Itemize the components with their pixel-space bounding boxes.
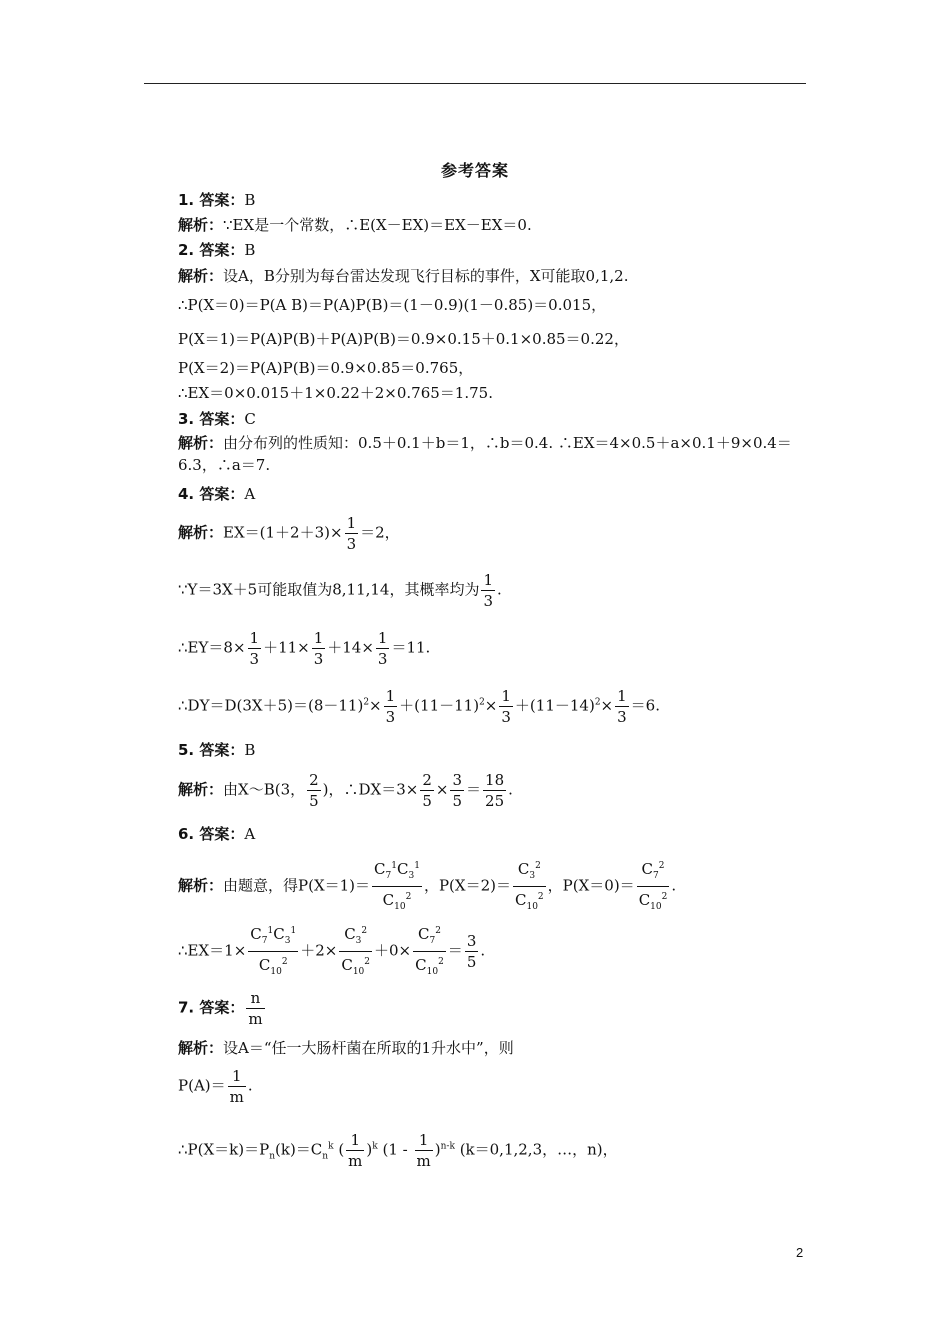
analysis-2-line-2: ∴P(X＝0)＝P(A B)＝P(A)P(B)＝(1－0.9)(1－0.85)＝0.015， [178, 296, 607, 314]
analysis-4-line-1: 解析：EX＝(1＋2＋3)× $\frac{1}{3}$ ＝2， [178, 514, 400, 553]
fraction: $\frac{1}{3}$ [346, 514, 357, 553]
analysis-2-line-5: ∴EX＝0×0.015＋1×0.22＋2×0.765＝1.75. [178, 384, 493, 402]
fraction: $\frac{C_7^1C_3^1}{C_{10}^2}$ [372, 856, 422, 917]
analysis-2-line-3: P(X＝1)＝P(A)P(B)＋P(A)P(B)＝0.9×0.15＋0.1×0.85＝0.22， [178, 330, 629, 348]
analysis-1: 解析：∵EX是一个常数，∴E(X－EX)＝EX－EX＝0. [178, 216, 532, 234]
fraction: $\frac{18}{25}$ [485, 771, 505, 810]
analysis-2-line-1: 解析：设A，B分别为每台雷达发现飞行目标的事件，X可能取0,1,2. [178, 267, 629, 285]
answer-1: 1. 答案：B [178, 191, 256, 209]
analysis-7-line-2: P(A)＝ $\frac{1}{m}$ . [178, 1067, 253, 1106]
analysis-6-line-1: 解析：由题意，得P(X＝1)＝ $\frac{C_7^1C_3^1}{C_{10}^2}$ ，P(X＝2)＝ $\frac{C_3^2}{C_{10}^2}$ ，P(X＝0)＝ $\frac{C_7^2}{C_{10}^2}$ . [178, 856, 676, 917]
fraction: $\frac{C_3^2}{C_{10}^2}$ [339, 921, 372, 982]
analysis-2-line-4: P(X＝2)＝P(A)P(B)＝0.9×0.85＝0.765， [178, 359, 474, 377]
fraction: $\frac{C_7^2}{C_{10}^2}$ [637, 856, 670, 917]
fraction: $\frac{3}{5}$ [466, 932, 477, 971]
analysis-7-line-1: 解析：设A＝“任一大肠杆菌在所取的1升水中”，则 [178, 1039, 514, 1057]
header-rule [144, 83, 806, 84]
fraction: $\frac{1}{m}$ [229, 1067, 244, 1106]
fraction: $\frac{C_7^2}{C_{10}^2}$ [413, 921, 446, 982]
analysis-4-line-3: ∴EY＝8× $\frac{1}{3}$ ＋11× $\frac{1}{3}$ ＋14× $\frac{1}{3}$ ＝11. [178, 629, 431, 668]
analysis-5: 解析：由X～B(3， $\frac{2}{5}$ )，∴DX＝3× $\frac{2}{5}$ × $\frac{3}{5}$ ＝ $\frac{18}{25}$ . [178, 771, 513, 810]
analysis-6-line-2: ∴EX＝1× $\frac{C_7^1C_3^1}{C_{10}^2}$ ＋2× $\frac{C_3^2}{C_{10}^2}$ ＋0× $\frac{C_7^2}{C_{10}^2}$ ＝ $\frac{3}{5}$ . [178, 921, 485, 982]
answer-3: 3. 答案：C [178, 410, 256, 428]
analysis-4-line-4: $\therefore DY=D(3X+5)=(8-11)^2\times$ $\frac{1}{3}$ $+(11-11)^2\times$ $\frac{1}{3}$ $+(11-14)^2\times$ $\frac{1}{3}$ ＝6. [178, 687, 660, 726]
fraction: $\frac{1}{3}$ [249, 629, 260, 668]
analysis-7-line-3: $\therefore P(X=k)=P_n(k)=C_n^k$ ( $\frac{1}{m}$ )$^k$ (1 - $\frac{1}{m}$ )$^{n-k}$ (k＝0,1,2,3，…，n)， [178, 1131, 618, 1170]
answer-4: 4. 答案：A [178, 485, 256, 503]
fraction: $\frac{3}{5}$ [452, 771, 463, 810]
fraction: $\frac{1}{3}$ [483, 571, 494, 610]
fraction: $\frac{1}{3}$ [617, 687, 627, 726]
fraction: $\frac{1}{3}$ [313, 629, 324, 668]
answer-5: 5. 答案：B [178, 741, 256, 759]
fraction: $\frac{1}{3}$ [385, 687, 396, 726]
fraction: $\frac{1}{m}$ [348, 1131, 363, 1170]
answer-6: 6. 答案：A [178, 825, 256, 843]
fraction: $\frac{1}{m}$ [416, 1131, 431, 1170]
fraction: $\frac{C_3^2}{C_{10}^2}$ [513, 856, 546, 917]
page-title: 参考答案 [440, 161, 509, 180]
fraction: $\frac{2}{5}$ [422, 771, 432, 810]
page-number: 2 [796, 1245, 804, 1260]
fraction: $\frac{1}{3}$ [501, 687, 511, 726]
answer-7: 7. 答案： $\frac{n}{m}$ [178, 989, 263, 1028]
fraction: $\frac{1}{3}$ [377, 629, 388, 668]
analysis-3: 解析：由分布列的性质知：0.5＋0.1＋b＝1，∴b＝0.4. ∴EX＝4×0.5＋a×0.1＋9×0.4＝6.3，∴a＝7. [178, 434, 792, 474]
fraction: $\frac{n}{m}$ [248, 989, 263, 1028]
fraction: $\frac{2}{5}$ [309, 771, 319, 810]
analysis-4-line-2: ∵Y＝3X＋5可能取值为8,11,14，其概率均为 $\frac{1}{3}$ . [178, 571, 502, 610]
answer-2: 2. 答案：B [178, 241, 256, 259]
fraction: $\frac{C_7^1C_3^1}{C_{10}^2}$ [248, 921, 298, 982]
